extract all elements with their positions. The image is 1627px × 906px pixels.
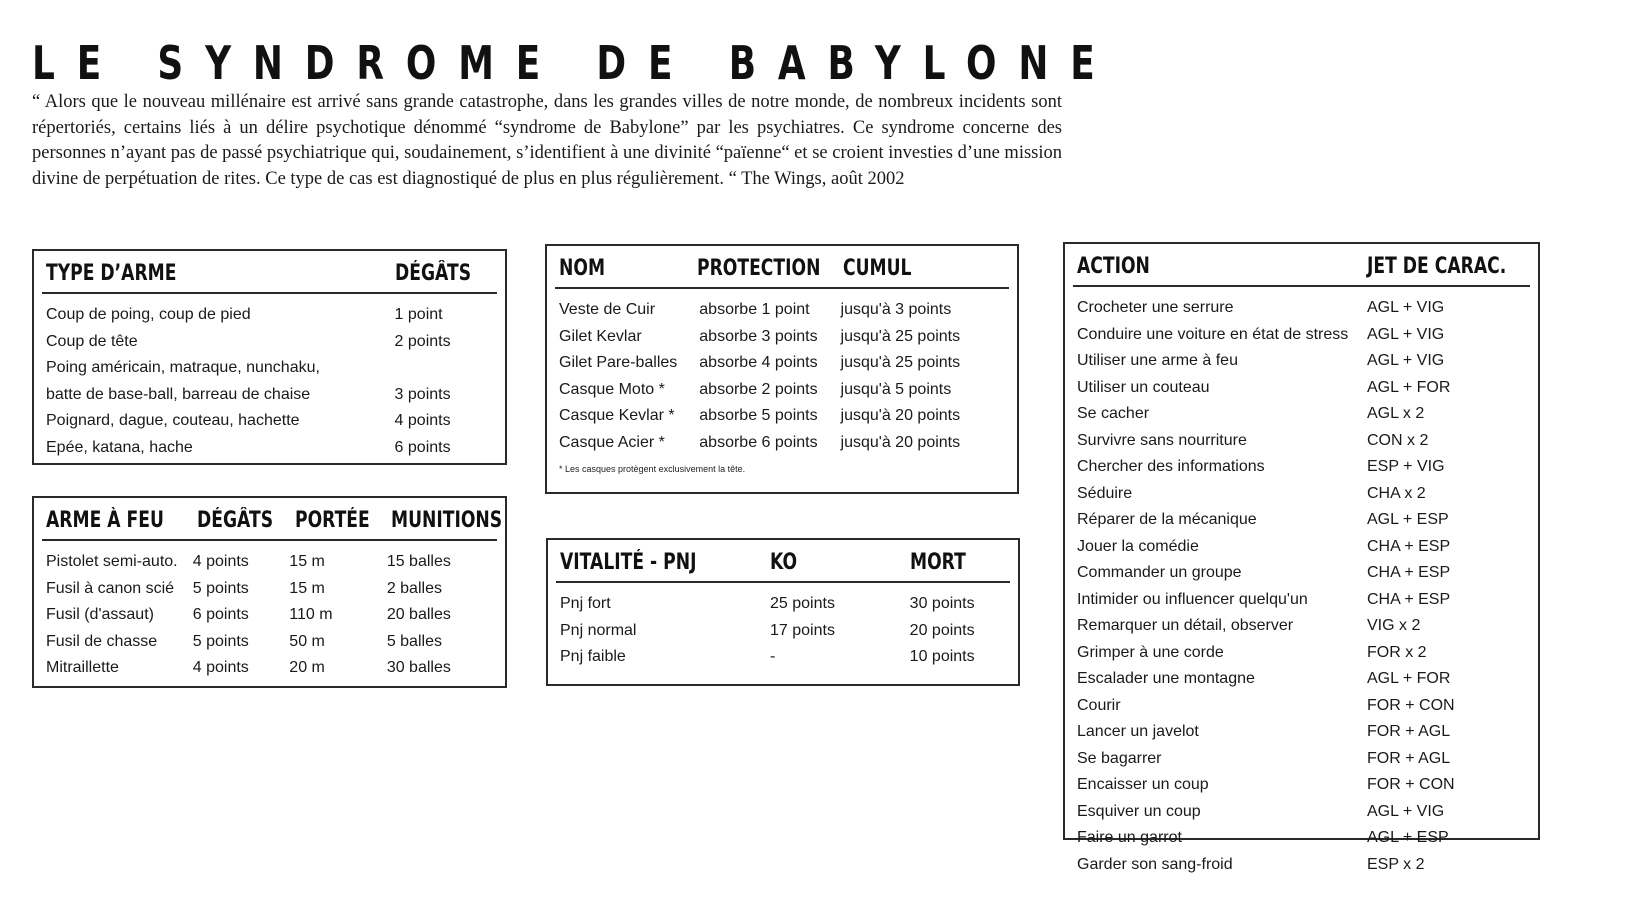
table-cell: Faire un garrot bbox=[1077, 829, 1182, 846]
column-header-label: PROTECTION bbox=[697, 256, 821, 281]
table-row bbox=[1077, 693, 1526, 720]
column-header-label: PORTÉE bbox=[294, 508, 370, 533]
table-body bbox=[547, 289, 1017, 462]
table-cell: 5 points bbox=[192, 632, 249, 650]
table-cell: CHA + ESP bbox=[1367, 564, 1451, 581]
firearms-table bbox=[32, 496, 507, 688]
table-cell: AGL + VIG bbox=[1367, 299, 1445, 316]
table-row bbox=[559, 350, 1005, 377]
table-cell: absorbe 3 points bbox=[699, 327, 818, 345]
table-cell: CHA + ESP bbox=[1367, 590, 1451, 608]
table-row bbox=[559, 297, 1005, 324]
table-cell: Se cacher bbox=[1077, 405, 1150, 422]
table-row bbox=[1077, 852, 1526, 879]
table-cell: Utiliser une arme à feu bbox=[1077, 352, 1238, 369]
table-cell: 50 m bbox=[289, 632, 325, 650]
table-cell: 6 points bbox=[394, 438, 451, 456]
column-header bbox=[697, 256, 843, 281]
table-cell: AGL + FOR bbox=[1367, 378, 1451, 396]
armor-footnote: * Les casques protègent exclusivement la tête. bbox=[559, 464, 746, 474]
table-row bbox=[46, 408, 493, 435]
vitality-table bbox=[546, 538, 1020, 686]
table-row bbox=[46, 302, 493, 329]
table-cell bbox=[395, 355, 493, 382]
table-header bbox=[42, 251, 497, 294]
table-cell: Poing américain, matraque, nunchaku, bbox=[46, 359, 320, 376]
table-cell: absorbe 1 point bbox=[699, 301, 810, 318]
table-cell: Epée, katana, hache bbox=[46, 438, 193, 456]
table-cell: absorbe 5 points bbox=[699, 407, 818, 424]
table-cell: AGL x 2 bbox=[1367, 405, 1425, 422]
intro-quote: “ Alors que le nouveau millénaire est arrivé sans grande catastrophe, dans les grandes villes de notre monde, de nombreux incidents sont répertoriés, certains liés à un délire psychotique dénommé “syndrome de Babylone” par les psychiatres. Ce syndrome concerne des personnes n’ayant pas de passé psychiatrique qui, soudainement, s’identifient à une divinité “païenne“ et se croient investies d’une mission divine de perpétuation de rites. Ce type de cas est diagnostiqué de plus en plus régulièrement. “ The Wings, août 2002 bbox=[32, 92, 1062, 189]
column-header-label: KO bbox=[770, 550, 798, 575]
column-header bbox=[197, 508, 295, 533]
table-cell: 20 points bbox=[909, 621, 975, 639]
table-row bbox=[1077, 719, 1526, 746]
table-row bbox=[1077, 295, 1526, 322]
table-cell: FOR + CON bbox=[1367, 776, 1455, 793]
table-cell: Poignard, dague, couteau, hachette bbox=[46, 412, 300, 429]
column-header-label: TYPE D’ARME bbox=[46, 261, 177, 286]
table-cell: VIG x 2 bbox=[1367, 617, 1421, 634]
table-cell: CHA + ESP bbox=[1367, 537, 1451, 555]
table-body bbox=[1065, 287, 1538, 884]
table-cell: 2 balles bbox=[386, 579, 442, 597]
table-cell: 15 balles bbox=[386, 553, 451, 570]
table-cell: ESP + VIG bbox=[1367, 458, 1445, 475]
table-cell: Jouer la comédie bbox=[1077, 537, 1199, 555]
table-row bbox=[1077, 401, 1526, 428]
table-cell: Lancer un javelot bbox=[1077, 723, 1199, 740]
table-row bbox=[1077, 640, 1526, 667]
table-row bbox=[46, 629, 493, 656]
table-row bbox=[1077, 587, 1526, 614]
table-cell: Escalader une montagne bbox=[1077, 670, 1255, 687]
table-cell: Gilet Pare-balles bbox=[559, 354, 678, 371]
table-row bbox=[1077, 481, 1526, 508]
table-cell: Gilet Kevlar bbox=[559, 327, 642, 345]
column-header bbox=[770, 550, 910, 575]
table-cell: jusqu'à 3 points bbox=[840, 301, 952, 318]
table-row bbox=[560, 644, 1006, 671]
table-cell: FOR + AGL bbox=[1367, 723, 1451, 740]
table-row bbox=[46, 355, 493, 382]
table-row bbox=[559, 324, 1005, 351]
column-header bbox=[395, 261, 493, 286]
melee-weapons-table bbox=[32, 249, 507, 465]
column-header-label: ARME À FEU bbox=[46, 508, 164, 533]
table-cell: Grimper à une corde bbox=[1077, 643, 1224, 661]
table-cell: jusqu'à 25 points bbox=[840, 354, 961, 371]
table-row bbox=[1077, 613, 1526, 640]
table-cell: Chercher des informations bbox=[1077, 458, 1265, 475]
table-header bbox=[42, 498, 502, 541]
column-header bbox=[559, 256, 697, 281]
table-cell: 17 points bbox=[770, 621, 835, 639]
table-cell: Intimider ou influencer quelqu'un bbox=[1077, 590, 1308, 608]
table-row bbox=[1077, 454, 1526, 481]
table-cell: Réparer de la mécanique bbox=[1077, 511, 1257, 528]
column-header bbox=[910, 550, 1006, 575]
table-row bbox=[46, 329, 493, 356]
table-cell: 5 balles bbox=[386, 632, 442, 650]
table-row bbox=[559, 377, 1005, 404]
table-cell: Fusil (d'assaut) bbox=[46, 606, 154, 623]
table-cell: Casque Kevlar * bbox=[559, 407, 675, 424]
table-row bbox=[46, 549, 493, 576]
table-cell: Fusil de chasse bbox=[46, 632, 158, 650]
table-row bbox=[1077, 799, 1526, 826]
column-header-label: MORT bbox=[909, 550, 966, 575]
table-cell: 4 points bbox=[192, 553, 249, 570]
column-header-label: DÉGÂTS bbox=[197, 508, 274, 533]
table-row bbox=[1077, 666, 1526, 693]
table-cell: Se bagarrer bbox=[1077, 749, 1162, 767]
table-cell: absorbe 6 points bbox=[699, 433, 818, 451]
column-header-label: VITALITÉ - PNJ bbox=[560, 550, 697, 575]
table-cell: CON x 2 bbox=[1367, 431, 1429, 449]
column-header-label: NOM bbox=[559, 256, 606, 281]
table-row bbox=[1077, 375, 1526, 402]
table-row bbox=[1077, 746, 1526, 773]
table-cell: 15 m bbox=[289, 553, 325, 570]
table-cell: 5 points bbox=[192, 579, 249, 597]
table-cell: Crocheter une serrure bbox=[1077, 299, 1234, 316]
table-cell: Esquiver un coup bbox=[1077, 802, 1201, 820]
column-header bbox=[1367, 254, 1517, 279]
table-cell: Casque Acier * bbox=[559, 433, 665, 451]
table-cell: AGL + FOR bbox=[1367, 670, 1451, 687]
table-cell: AGL + VIG bbox=[1367, 802, 1445, 820]
table-cell: 4 points bbox=[192, 659, 249, 676]
table-cell: jusqu'à 25 points bbox=[840, 327, 961, 345]
table-cell: Veste de Cuir bbox=[559, 301, 656, 318]
table-cell: ESP x 2 bbox=[1367, 855, 1425, 873]
table-cell: Survivre sans nourriture bbox=[1077, 431, 1247, 449]
table-cell: Coup de poing, coup de pied bbox=[46, 306, 251, 323]
table-cell: Encaisser un coup bbox=[1077, 776, 1209, 793]
table-row bbox=[46, 602, 493, 629]
table-cell: Pnj normal bbox=[560, 621, 637, 639]
table-cell: jusqu'à 20 points bbox=[840, 407, 961, 424]
table-row bbox=[1077, 825, 1526, 852]
column-header-label: MUNITIONS bbox=[390, 508, 502, 533]
table-cell: FOR + AGL bbox=[1367, 749, 1451, 767]
table-cell: CHA x 2 bbox=[1367, 484, 1426, 502]
table-cell: Séduire bbox=[1077, 484, 1133, 502]
table-cell: Fusil à canon scié bbox=[46, 579, 175, 597]
table-body bbox=[34, 541, 505, 688]
column-header bbox=[46, 261, 395, 286]
table-row bbox=[1077, 428, 1526, 455]
table-cell: 2 points bbox=[394, 332, 451, 350]
table-header bbox=[556, 540, 1010, 583]
table-cell: Pnj faible bbox=[560, 648, 626, 665]
table-cell: - bbox=[770, 648, 776, 665]
table-cell: Pistolet semi-auto. bbox=[46, 553, 178, 570]
table-row bbox=[46, 655, 493, 682]
column-header-label: JET DE CARAC. bbox=[1367, 254, 1507, 279]
table-cell: batte de base-ball, barreau de chaise bbox=[46, 385, 311, 403]
page-title: LE SYNDROME DE BABYLONE bbox=[32, 36, 1117, 90]
table-row bbox=[560, 591, 1006, 618]
actions-table bbox=[1063, 242, 1540, 873]
table-cell: AGL + ESP bbox=[1367, 829, 1449, 846]
table-cell: Remarquer un détail, observer bbox=[1077, 617, 1294, 634]
table-cell: Courir bbox=[1077, 696, 1121, 714]
table-cell: 20 m bbox=[289, 659, 325, 676]
column-header bbox=[1077, 254, 1367, 279]
table-body bbox=[548, 583, 1018, 677]
table-row bbox=[46, 576, 493, 603]
column-header bbox=[46, 508, 197, 533]
table-cell: AGL + VIG bbox=[1367, 325, 1445, 343]
table-cell: absorbe 4 points bbox=[699, 354, 818, 371]
table-cell: 3 points bbox=[394, 385, 451, 403]
table-cell: Garder son sang-froid bbox=[1077, 855, 1233, 873]
table-row bbox=[46, 435, 493, 462]
table-cell: jusqu'à 20 points bbox=[840, 433, 961, 451]
table-cell: 10 points bbox=[909, 648, 975, 665]
table-cell: Casque Moto * bbox=[559, 380, 665, 398]
table-row bbox=[1077, 560, 1526, 587]
table-cell: absorbe 2 points bbox=[699, 380, 818, 398]
table-header bbox=[555, 246, 1009, 289]
table-cell: FOR + CON bbox=[1367, 696, 1455, 714]
column-header-label: ACTION bbox=[1077, 254, 1150, 279]
column-header-label: CUMUL bbox=[843, 256, 912, 281]
table-cell: FOR x 2 bbox=[1367, 643, 1427, 661]
table-cell: jusqu'à 5 points bbox=[840, 380, 952, 398]
column-header bbox=[843, 256, 1005, 281]
table-cell: AGL + VIG bbox=[1367, 352, 1445, 369]
table-body bbox=[34, 294, 505, 467]
column-header bbox=[560, 550, 770, 575]
table-row bbox=[1077, 507, 1526, 534]
table-cell: 6 points bbox=[192, 606, 249, 623]
table-cell: 20 balles bbox=[386, 606, 451, 623]
column-header-label: DÉGÂTS bbox=[394, 261, 471, 286]
table-cell: Coup de tête bbox=[46, 332, 138, 350]
table-cell: 15 m bbox=[289, 579, 325, 597]
table-cell: Pnj fort bbox=[560, 595, 611, 612]
column-header bbox=[295, 508, 391, 533]
table-row bbox=[559, 403, 1005, 430]
table-row bbox=[1077, 322, 1526, 349]
table-cell: Mitraillette bbox=[46, 659, 119, 676]
table-cell: 110 m bbox=[289, 606, 333, 623]
armor-table bbox=[545, 244, 1019, 494]
table-cell: AGL + ESP bbox=[1367, 511, 1449, 528]
table-row bbox=[559, 430, 1005, 457]
table-cell: Conduire une voiture en état de stress bbox=[1077, 325, 1349, 343]
table-cell: 1 point bbox=[394, 306, 443, 323]
table-row bbox=[46, 382, 493, 409]
table-row bbox=[560, 618, 1006, 645]
table-row bbox=[1077, 534, 1526, 561]
table-row bbox=[1077, 772, 1526, 799]
table-cell: 4 points bbox=[394, 412, 451, 429]
column-header bbox=[391, 508, 501, 533]
table-cell: 25 points bbox=[770, 595, 835, 612]
table-row bbox=[1077, 348, 1526, 375]
table-cell: Commander un groupe bbox=[1077, 564, 1242, 581]
table-cell: Utiliser un couteau bbox=[1077, 378, 1210, 396]
table-cell: 30 balles bbox=[386, 659, 451, 676]
table-header bbox=[1073, 244, 1530, 287]
table-cell: 30 points bbox=[909, 595, 975, 612]
